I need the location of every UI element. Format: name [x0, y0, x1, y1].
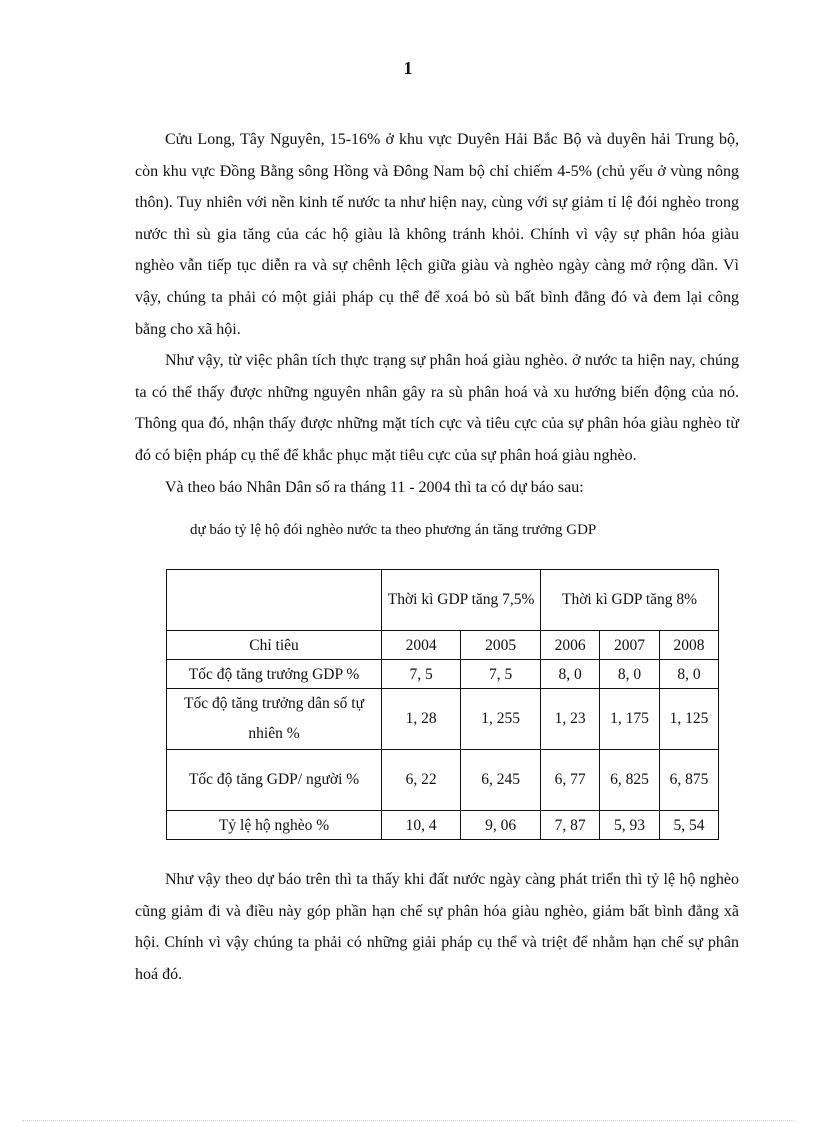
table-cell: 7, 87	[541, 811, 600, 840]
paragraph: Cửu Long, Tây Nguyên, 15-16% ở khu vực Duyên Hải Bắc Bộ và duyên hải Trung bộ, còn khu vực Đồng Bằng sông Hồng và Đông Nam bộ chỉ chiếm 4-5% (chủ yếu ở vùng nông thôn). Tuy nhiên với nền kinh tế nước ta như hiện nay, cùng với sự giảm tỉ lệ đói nghèo trong nước thì sù gia tăng của các hộ giàu là không tránh khỏi. Chính vì vậy sự phân hóa giàu nghèo vẫn tiếp tục diễn ra và sự chênh lệch giữa giàu và nghèo ngày càng mở rộng dần. Vì vậy, chúng ta phải có một giải pháp cụ thể để xoá bỏ sù bất bình đẳng đó và đem lại công bằng cho xã hội.	[135, 131, 739, 338]
year-header: 2006	[541, 631, 600, 660]
page-bottom-rule	[22, 1120, 794, 1121]
table-cell: 1, 125	[659, 689, 718, 750]
year-header: 2004	[382, 631, 461, 660]
table-caption: dự báo tỷ lệ hộ đói nghèo nước ta theo phương án tăng trưởng GDP	[190, 522, 597, 538]
year-header: 2007	[600, 631, 660, 660]
forecast-table	[166, 569, 719, 840]
table-row	[167, 750, 719, 811]
period-header-7-5: Thời kì GDP tăng 7,5%	[382, 570, 541, 631]
conclusion-text	[135, 864, 739, 990]
body-text	[135, 124, 739, 503]
table-row	[167, 689, 719, 750]
table-cell: 8, 0	[541, 660, 600, 689]
row-label: Tốc độ tăng GDP/ người %	[167, 750, 382, 811]
table-cell: 6, 245	[461, 750, 541, 811]
table-year-row	[167, 631, 719, 660]
indicator-header: Chỉ tiêu	[167, 631, 382, 660]
table-row	[167, 811, 719, 840]
paragraph: Và theo báo Nhân Dân số ra tháng 11 - 2004 thì ta có dự báo sau:	[165, 478, 584, 496]
paragraph: Như vậy, từ việc phân tích thực trạng sự phân hoá giàu nghèo. ở nước ta hiện nay, chúng ta có thể thấy được những nguyên nhân gây ra sù phân hoá và xu hướng biến động của nó. Thông qua đó, nhận thấy được những mặt tích cực và tiêu cực của sự phân hóa giàu nghèo từ đó có biện pháp cụ thể để khắc phục mặt tiêu cực của sự phân hoá giàu nghèo.	[135, 352, 739, 464]
table-cell: 6, 825	[600, 750, 660, 811]
table-cell: 1, 23	[541, 689, 600, 750]
page-number: 1	[403, 58, 413, 78]
table-cell: 8, 0	[600, 660, 660, 689]
year-header: 2008	[659, 631, 718, 660]
table-cell: 6, 22	[382, 750, 461, 811]
table-cell: 6, 875	[659, 750, 718, 811]
period-header-8: Thời kì GDP tăng 8%	[541, 570, 719, 631]
row-label: Tỷ lệ hộ nghèo %	[167, 811, 382, 840]
table-cell: 5, 54	[659, 811, 718, 840]
table-cell: 10, 4	[382, 811, 461, 840]
table-cell: 5, 93	[600, 811, 660, 840]
paragraph: Như vậy theo dự báo trên thì ta thấy khi đất nước ngày càng phát triển thì tỷ lệ hộ nghèo cũng giảm đi và điều này góp phần hạn chế sự phân hóa giàu nghèo, giảm bất bình đẳng xã hội. Chính vì vậy chúng ta phải có những giải pháp cụ thể và triệt để nhằm hạn chế sự phân hoá đó.	[135, 871, 739, 983]
table-empty-header	[167, 570, 382, 631]
table-cell: 6, 77	[541, 750, 600, 811]
table-cell: 8, 0	[659, 660, 718, 689]
table-cell: 1, 175	[600, 689, 660, 750]
table-cell: 1, 28	[382, 689, 461, 750]
table-row	[167, 660, 719, 689]
row-label: Tốc độ tăng trưởng GDP %	[167, 660, 382, 689]
table-cell: 7, 5	[382, 660, 461, 689]
table-header-row	[167, 570, 719, 631]
row-label: Tốc độ tăng trưởng dân số tự nhiên %	[167, 689, 382, 750]
year-header: 2005	[461, 631, 541, 660]
table-cell: 1, 255	[461, 689, 541, 750]
table-cell: 9, 06	[461, 811, 541, 840]
table-cell: 7, 5	[461, 660, 541, 689]
